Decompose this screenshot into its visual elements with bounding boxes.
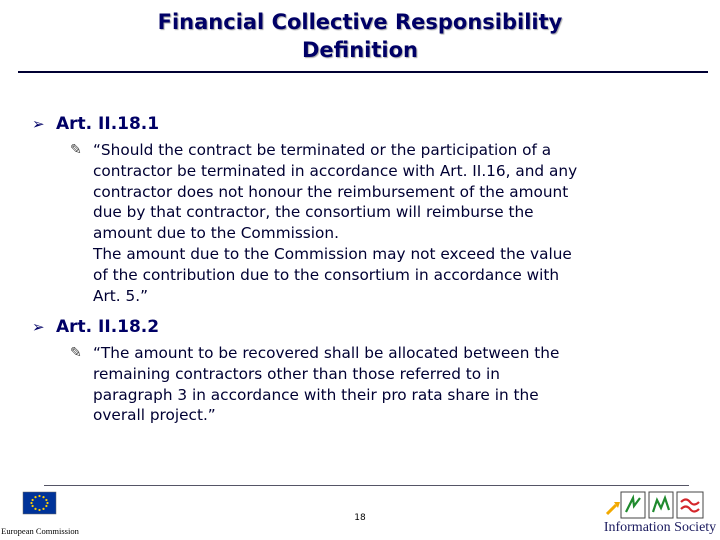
quote-art-ii-18-2: [70, 343, 670, 426]
quote-line: “Should the contract be terminated or the participation of a: [93, 141, 552, 159]
quote-line: due by that contractor, the consortium will reimburse the: [93, 203, 534, 222]
bullet-art-ii-18-1: [32, 113, 159, 135]
pen-bullet-icon: ✎: [70, 142, 82, 158]
title-line-1: Financial Collective Responsibility: [157, 10, 563, 34]
quote-art-ii-18-1: [70, 140, 670, 306]
quote-line: paragraph 3 in accordance with their pro rata share in the: [93, 385, 539, 404]
information-society-caption: Information Society: [603, 520, 717, 535]
quote-line: contractor be terminated in accordance with Art. II.16, and any: [93, 161, 578, 180]
quote-line: contractor does not honour the reimbursement of the amount: [93, 182, 569, 201]
slide-title: [0, 8, 720, 64]
pen-bullet-icon: ✎: [70, 345, 82, 361]
quote-line: of the contribution due to the consortium in accordance with: [93, 265, 560, 284]
european-commission-caption: European Commission: [1, 526, 79, 536]
information-society-logo: [604, 488, 716, 522]
quote-line: remaining contractors other than those referred to in: [93, 364, 500, 383]
arrow-bullet-icon: ➢: [32, 318, 45, 336]
quote-line: Art. 5.”: [93, 286, 148, 305]
page-number: 18: [354, 513, 366, 523]
bullet-art-ii-18-2: [32, 316, 159, 338]
quote-line: amount due to the Commission.: [93, 224, 339, 243]
quote-line: overall project.”: [93, 406, 216, 425]
arrow-bullet-icon: ➢: [32, 115, 45, 133]
bullet-label: Art. II.18.2: [56, 317, 160, 337]
footer-divider: [44, 485, 689, 486]
title-line-2: Definition: [301, 38, 418, 62]
quote-line: “The amount to be recovered shall be allocated between the: [93, 344, 560, 362]
title-divider: [18, 71, 708, 73]
quote-line: The amount due to the Commission may not exceed the value: [93, 244, 572, 263]
bullet-label: Art. II.18.1: [56, 114, 160, 134]
